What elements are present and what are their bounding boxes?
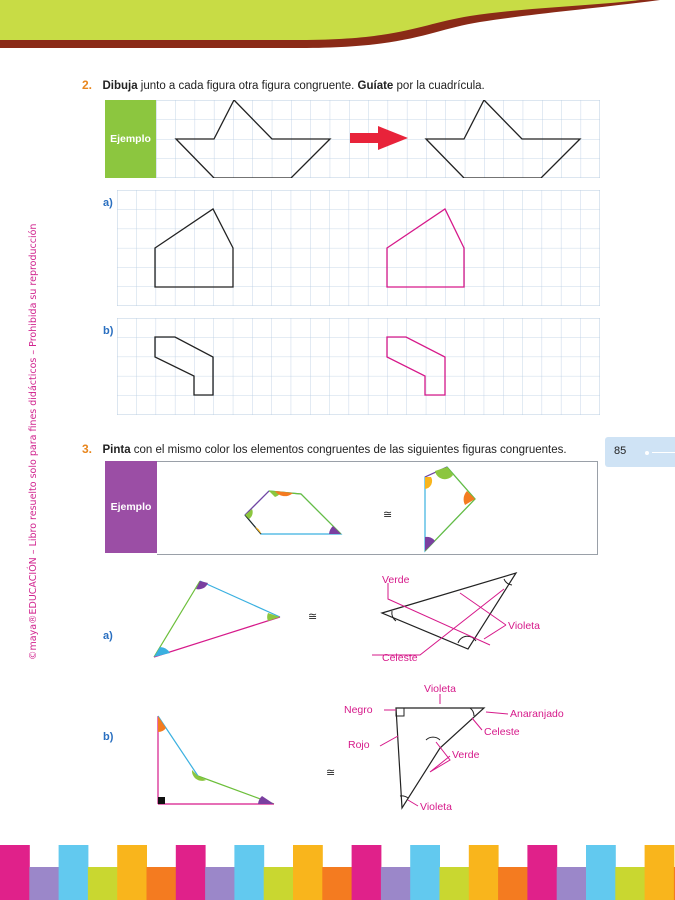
- footer-stripes: [0, 845, 675, 900]
- annotation-rojo: Rojo: [348, 739, 370, 751]
- footer-stripe: [205, 867, 235, 900]
- annotation-verde: Verde: [382, 574, 410, 586]
- footer-stripe: [469, 845, 499, 900]
- side-credit: ©maya®EDUCACIÓN – Libro resuelto solo para fines didácticos – Prohibida su reproducción: [28, 223, 39, 660]
- annotation-violeta-top: Violeta: [424, 683, 456, 695]
- footer-stripe: [59, 845, 89, 900]
- footer-stripe: [410, 845, 440, 900]
- q3-b-figures: [140, 680, 600, 820]
- footer-stripe: [264, 867, 294, 900]
- q2-example-tag: Ejemplo: [105, 100, 156, 178]
- annotation-violeta-bottom: Violeta: [420, 801, 452, 813]
- footer-stripe: [88, 867, 118, 900]
- footer-stripe: [147, 867, 177, 900]
- congruent-symbol: [308, 611, 317, 623]
- congruent-symbol: [383, 509, 392, 521]
- footer-stripe: [381, 867, 411, 900]
- footer-stripe: [176, 845, 206, 900]
- q2-heading: [82, 76, 485, 94]
- footer-stripe: [322, 867, 352, 900]
- footer-stripe: [586, 845, 616, 900]
- q2-number: 2.: [82, 78, 93, 92]
- annotation-verde: Verde: [452, 749, 480, 761]
- q2-a-grid: [117, 190, 600, 306]
- q3-example-figures: [157, 461, 597, 553]
- footer-stripe: [0, 845, 30, 900]
- footer-stripe: [527, 845, 557, 900]
- page-number: 85: [614, 445, 627, 457]
- annotation-negro: Negro: [344, 704, 373, 716]
- svg-text:≅: ≅: [383, 509, 393, 521]
- footer-stripe: [117, 845, 147, 900]
- footer-stripe: [615, 867, 645, 900]
- footer-stripe: [557, 867, 587, 900]
- congruent-symbol: [326, 767, 335, 779]
- q3-a-figures: [140, 565, 600, 665]
- top-decorative-band: [0, 0, 675, 60]
- annotation-celeste: Celeste: [484, 726, 520, 738]
- q3-a-label: a): [103, 630, 113, 642]
- footer-stripe: [29, 867, 59, 900]
- annotation-anaranjado: Anaranjado: [510, 708, 564, 720]
- q2-a-label: a): [103, 197, 113, 209]
- footer-stripe: [498, 867, 528, 900]
- page-dot: [645, 451, 649, 455]
- annotation-violeta: Violeta: [508, 620, 540, 632]
- svg-text:≅: ≅: [326, 767, 336, 779]
- q3-instruction: Pinta con el mismo color los elementos congruentes de las siguientes figuras congruentes.: [102, 444, 567, 456]
- footer-stripe: [352, 845, 382, 900]
- q2-b-label: b): [103, 325, 114, 337]
- footer-stripe: [440, 867, 470, 900]
- q3-b-label: b): [103, 731, 114, 743]
- footer-stripe: [234, 845, 264, 900]
- q3-number: 3.: [82, 442, 93, 456]
- footer-stripe: [293, 845, 323, 900]
- annotation-celeste: Celeste: [382, 652, 418, 664]
- svg-text:≅: ≅: [308, 611, 318, 623]
- q2-instruction: Dibuja junto a cada figura otra figura congruente. Guíate por la cuadrícula.: [102, 80, 485, 92]
- q2-b-grid: [117, 318, 600, 415]
- q3-heading: [82, 440, 567, 458]
- q2-example-grid: [156, 100, 600, 178]
- page-line: [652, 452, 675, 453]
- q3-example-tag: Ejemplo: [105, 461, 157, 553]
- footer-stripe: [645, 845, 675, 900]
